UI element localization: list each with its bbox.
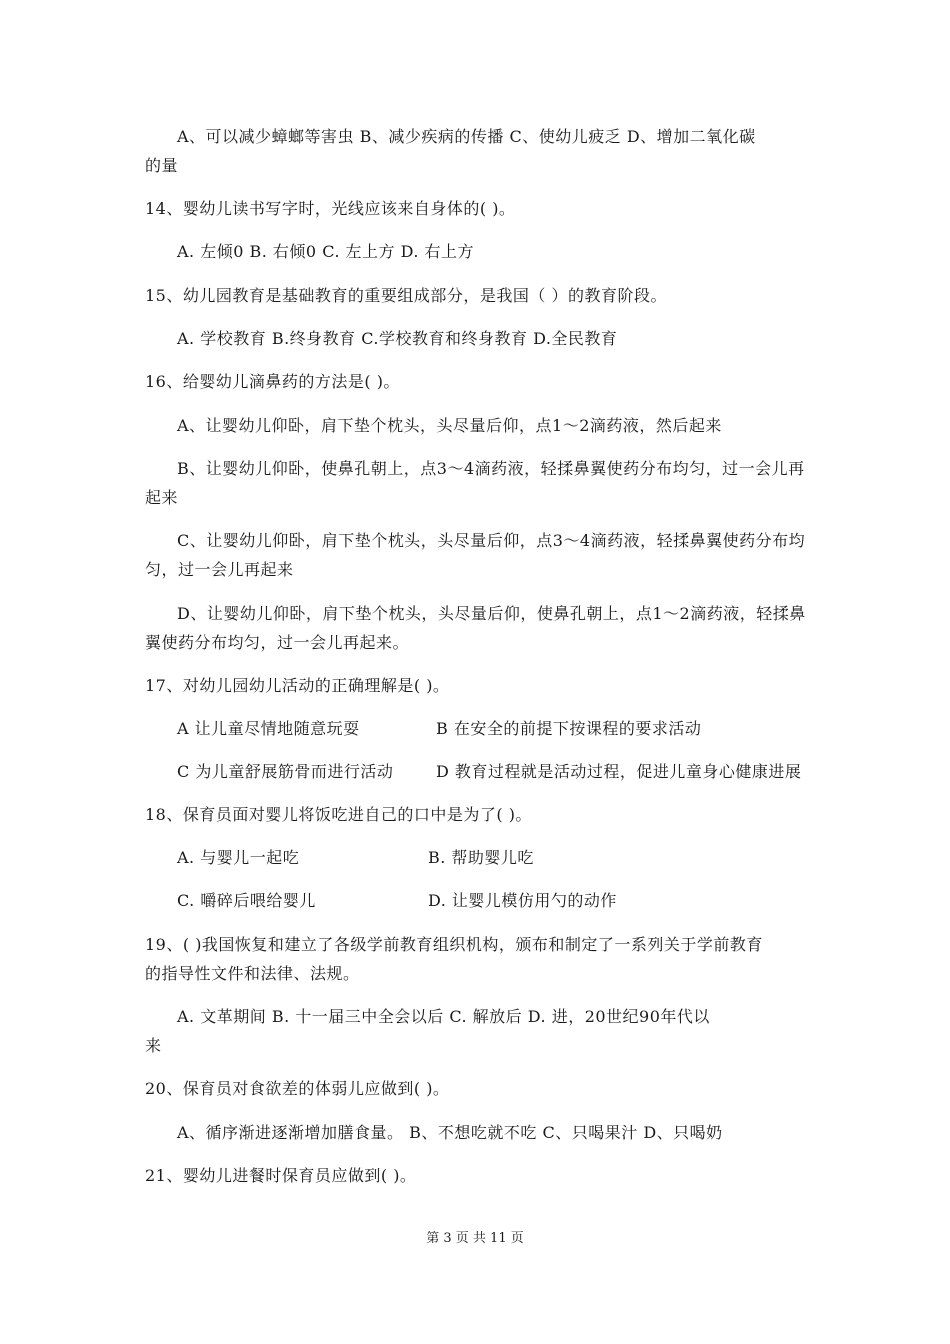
q16-option-b-line2: 起来 <box>145 488 179 507</box>
q18-option-b: B. 帮助婴儿吃 <box>428 848 534 867</box>
q21-stem: 21、婴幼儿进餐时保育员应做到( )。 <box>145 1166 417 1185</box>
q14-stem: 14、婴幼儿读书写字时，光线应该来自身体的( )。 <box>145 199 516 218</box>
q16-option-d-line1: D、让婴幼儿仰卧，肩下垫个枕头，头尽量后仰，使鼻孔朝上，点1～2滴药液，轻揉鼻 <box>177 604 806 623</box>
q19-stem-line2: 的指导性文件和法律、法规。 <box>145 964 360 983</box>
q16-option-a: A、让婴幼儿仰卧，肩下垫个枕头，头尽量后仰，点1～2滴药液，然后起来 <box>177 416 722 435</box>
q18-option-c: C. 嚼碎后喂给婴儿 <box>177 891 316 910</box>
q19-options-line2: 来 <box>145 1036 162 1055</box>
q15-stem: 15、幼儿园教育是基础教育的重要组成部分，是我国（ ）的教育阶段。 <box>145 286 667 305</box>
q16-option-b-line1: B、让婴幼儿仰卧，使鼻孔朝上，点3～4滴药液，轻揉鼻翼使药分布均匀，过一会儿再 <box>177 459 805 478</box>
q15-options: A. 学校教育 B.终身教育 C.学校教育和终身教育 D.全民教育 <box>177 329 618 348</box>
q18-stem: 18、保育员面对婴儿将饭吃进自己的口中是为了( )。 <box>145 805 532 824</box>
q13-options-line1: A、可以减少蟑螂等害虫 B、减少疾病的传播 C、使幼儿疲乏 D、增加二氧化碳 <box>177 127 756 146</box>
q19-options-line1: A. 文革期间 B. 十一届三中全会以后 C. 解放后 D. 进，20世纪90年代以 <box>177 1007 710 1026</box>
q16-option-c-line2: 匀，过一会儿再起来 <box>145 560 294 579</box>
q17-option-c: C 为儿童舒展筋骨而进行活动 <box>177 762 394 781</box>
q16-option-c-line1: C、让婴幼儿仰卧，肩下垫个枕头，头尽量后仰，点3～4滴药液，轻揉鼻翼使药分布均 <box>177 531 806 550</box>
q13-options-line2: 的量 <box>145 156 179 175</box>
q17-option-b: B 在安全的前提下按课程的要求活动 <box>436 719 702 738</box>
q16-option-d-line2: 翼使药分布均匀，过一会儿再起来。 <box>145 633 410 652</box>
q19-stem-line1: 19、( )我国恢复和建立了各级学前教育组织机构，颁布和制定了一系列关于学前教育 <box>145 935 763 954</box>
page-footer: 第 3 页 共 11 页 <box>426 1231 524 1246</box>
q20-options: A、循序渐进逐渐增加膳食量。 B、不想吃就不吃 C、只喝果汁 D、只喝奶 <box>177 1123 723 1142</box>
q17-option-a: A 让儿童尽情地随意玩耍 <box>177 719 360 738</box>
q20-stem: 20、保育员对食欲差的体弱儿应做到( )。 <box>145 1079 450 1098</box>
q16-stem: 16、给婴幼儿滴鼻药的方法是( )。 <box>145 372 400 391</box>
q18-option-a: A. 与婴儿一起吃 <box>177 848 300 867</box>
q17-option-d: D 教育过程就是活动过程，促进儿童身心健康进展 <box>436 762 802 781</box>
q17-stem: 17、对幼儿园幼儿活动的正确理解是( )。 <box>145 676 450 695</box>
q14-options: A. 左倾0 B. 右倾0 C. 左上方 D. 右上方 <box>177 242 475 261</box>
q18-option-d: D. 让婴儿模仿用勺的动作 <box>428 891 617 910</box>
